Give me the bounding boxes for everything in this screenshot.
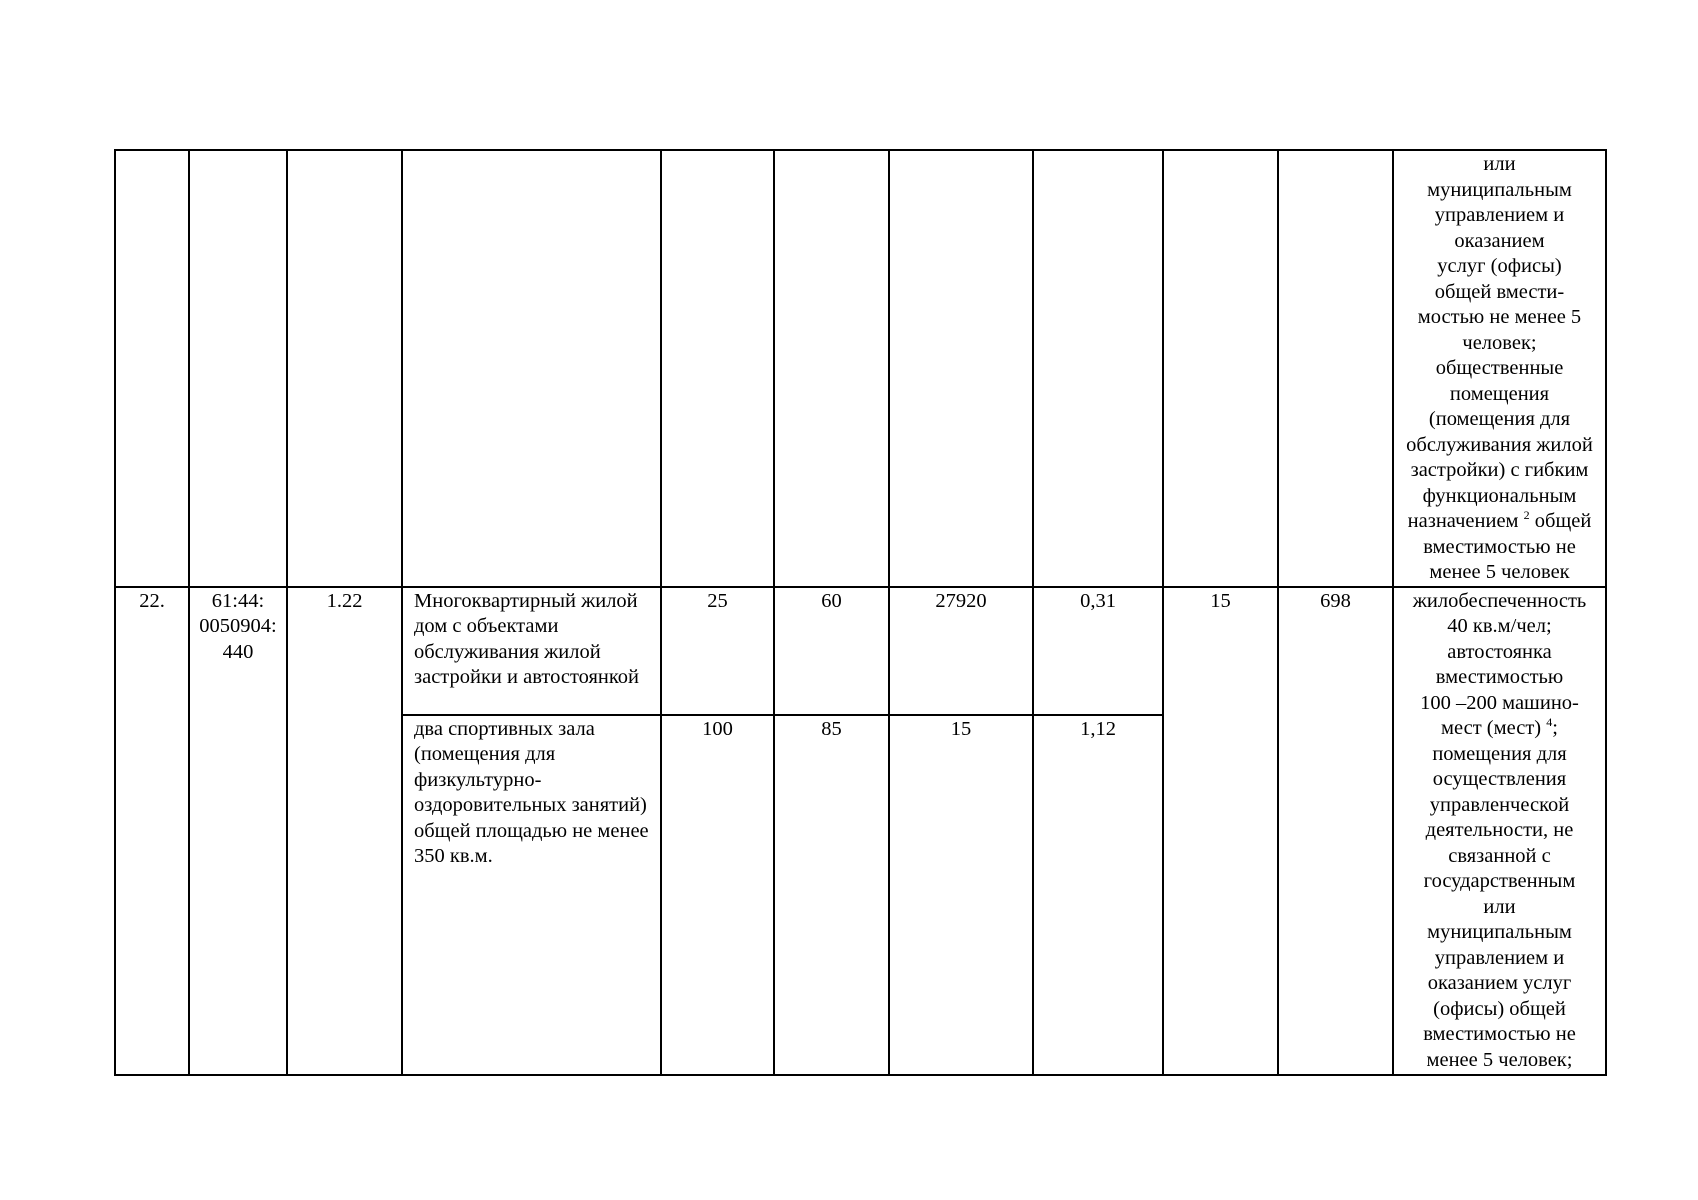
value-v3: 15 <box>950 717 972 740</box>
note-line-with-footnote <box>1394 716 1605 742</box>
note-line-text: ; <box>1552 717 1558 739</box>
value-v2: 85 <box>821 717 842 740</box>
cell-v3 <box>889 587 1033 715</box>
note-line: человек; <box>1462 331 1537 354</box>
note-line-text: назначением <box>1407 510 1519 532</box>
note-line: осуществления <box>1432 768 1567 790</box>
note-line: муниципальным <box>1427 178 1572 201</box>
note-line: 100 –200 машино- <box>1420 691 1579 714</box>
cell-zone-empty <box>287 150 402 587</box>
cell-v1-empty <box>661 150 774 587</box>
value-v6: 698 <box>1320 589 1351 612</box>
value-v1: 100 <box>702 717 733 740</box>
note-line: деятельности, не <box>1425 819 1574 841</box>
note-line: менее 5 человек <box>1429 561 1570 583</box>
note-line: управленческой <box>1429 793 1570 816</box>
footnote-mark: 4 <box>1546 715 1553 730</box>
cell-v5-empty <box>1163 150 1278 587</box>
table-row <box>115 587 1606 715</box>
object-name: Многоквартирный жилой дом с объектами обслуживания жилой застройки и автостоянкой <box>414 589 640 688</box>
note-line: услуг (офисы) <box>1437 255 1562 277</box>
note-line-with-footnote <box>1394 509 1605 535</box>
cell-v3 <box>889 715 1033 1075</box>
zone-value: 1.22 <box>326 589 363 612</box>
note-line: государственным <box>1423 870 1576 892</box>
note-line: общей вмести- <box>1434 280 1565 303</box>
note-line: жилобеспеченность <box>1412 589 1587 612</box>
cell-object-empty <box>402 150 661 587</box>
note-line: муниципальным <box>1427 921 1572 943</box>
value-v5: 15 <box>1210 589 1231 612</box>
cell-v1 <box>661 715 774 1075</box>
note-line: помещения для <box>1432 742 1567 765</box>
cell-number-empty <box>115 150 189 587</box>
note-line: вместимостью не <box>1423 535 1576 558</box>
cell-v6-empty <box>1278 150 1393 587</box>
cell-v2 <box>774 715 889 1075</box>
value-v3: 27920 <box>935 589 987 612</box>
cell-note-continued <box>1393 150 1606 587</box>
value-v4: 0,31 <box>1080 589 1116 612</box>
note-line: застройки) с гибким <box>1410 459 1589 481</box>
note-line: общественные <box>1435 357 1564 379</box>
cell-v5 <box>1163 587 1278 1075</box>
row-number: 22. <box>139 589 165 612</box>
note-line: оказанием <box>1454 229 1545 252</box>
data-table <box>114 149 1607 1076</box>
footnote-mark: 2 <box>1523 508 1530 523</box>
note-line: обслуживания жилой <box>1406 433 1593 456</box>
note-line: управлением и <box>1434 204 1565 226</box>
note-line: вместимостью не <box>1423 1023 1576 1045</box>
note-line: управлением и <box>1434 946 1565 969</box>
cell-v2 <box>774 587 889 715</box>
cell-v2-empty <box>774 150 889 587</box>
note-line: помещения <box>1449 382 1550 405</box>
object-name: два спортивных зала (помещения для физкультурно-оздоровительных занятий) общей площадью не менее 350 кв.м. <box>414 717 649 867</box>
cell-zone <box>287 587 402 1075</box>
note-line: или <box>1483 153 1516 175</box>
cell-row-number <box>115 587 189 1075</box>
note-line: вместимостью <box>1435 666 1564 688</box>
table-row-continued <box>115 150 1606 587</box>
cell-object-name <box>402 587 661 715</box>
cell-v4 <box>1033 587 1163 715</box>
note-line: связанной с <box>1448 844 1551 867</box>
note-line-text: мест (мест) <box>1441 717 1542 739</box>
cell-note <box>1393 587 1606 1075</box>
note-line: (помещения для <box>1428 408 1571 430</box>
cadastral-line: 0050904: <box>199 615 277 637</box>
value-v2: 60 <box>821 589 842 612</box>
note-line: или <box>1483 895 1516 918</box>
cell-v3-empty <box>889 150 1033 587</box>
cadastral-line: 61:44: <box>211 589 265 612</box>
cell-v1 <box>661 587 774 715</box>
cadastral-line: 440 <box>222 640 254 663</box>
cell-cadastral-empty <box>189 150 287 587</box>
note-line: функциональным <box>1422 484 1577 507</box>
cell-v6 <box>1278 587 1393 1075</box>
value-v4: 1,12 <box>1080 717 1116 740</box>
note-line: менее 5 человек; <box>1426 1048 1573 1071</box>
note-line: автостоянка <box>1447 640 1552 663</box>
note-line-text: общей <box>1534 510 1592 532</box>
note-line: 40 кв.м/чел; <box>1447 615 1552 637</box>
cell-v4 <box>1033 715 1163 1075</box>
note-line: оказанием услуг <box>1427 972 1572 994</box>
note-line: (офисы) общей <box>1433 997 1566 1020</box>
cell-cadastral-number <box>189 587 287 1075</box>
value-v1: 25 <box>707 589 728 612</box>
note-line: мостью не менее 5 <box>1417 306 1582 328</box>
cell-object-name <box>402 715 661 1075</box>
cell-v4-empty <box>1033 150 1163 587</box>
